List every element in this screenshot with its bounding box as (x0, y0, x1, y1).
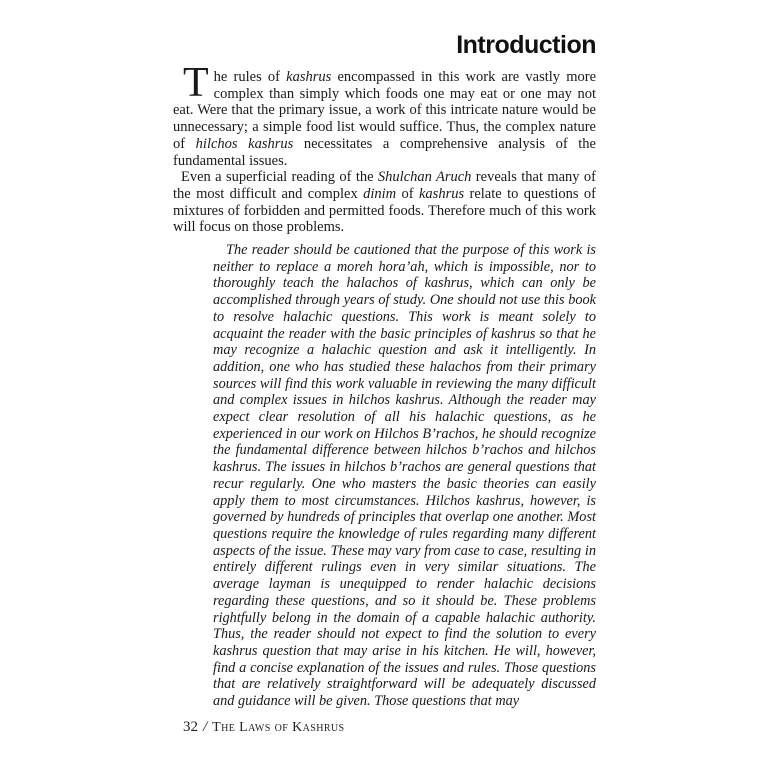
page-body (173, 60, 597, 710)
drop-cap-initial: T (183, 60, 209, 106)
block-quote: The reader should be cautioned that the purpose of this work is neither to replace a moreh hora’ah, which is impossible, nor to thoroughly teach the halachos of kashrus, which can only be accomplished through years of study. One should not use this book to resolve halachic questions. This work is meant solely to acquaint the reader with the basic principles of kashrus so that he may recognize a halachic question and ask it intelligently. In addition, one who has studied these halachos from their primary sources will find this work valuable in reviewing the many difficult and complex issues in hilchos kashrus. Although the reader may expect clear resolution of all his halachic questions, as he experienced in our work on Hilchos B’rachos, he should recognize the fundamental difference between hilchos b’rachos and hilchos kashrus. The issues in hilchos b’rachos are general questions that recur regularly. One who masters the basic theories can easily apply them to most circumstances. Hilchos kashrus, however, is governed by hundreds of principles that overlap one another. Most questions require the knowledge of rules regarding many different aspects of the issue. These may vary from case to case, resulting in entirely different rulings even in very similar situations. The average layman is unequipped to render halachic decisions regarding these questions, and so it should be. These problems rightfully belong in the domain of a capable halachic authority. Thus, the reader should not expect to find the solution to every kashrus question that may arise in his kitchen. He will, however, find a concise explanation of the issues and rules. Those questions that are relatively straightforward will be adequately discussed and guidance will be given. Those questions that may (213, 242, 596, 710)
page-footer (183, 719, 344, 736)
footer-separator: / (203, 719, 208, 735)
opening-paragraph-text: he rules of kashrus encompassed in this work are vastly more complex than simply which foods one may eat or one may not eat. Were that the primary issue, a work of this intricate nature would be unnecessary; a simple food list would suffice. Thus, the complex nature of hilchos kashrus necessitates a comprehensive analysis of the fundamental issues. (173, 69, 597, 169)
second-paragraph: Even a superficial reading of the Shulchan Aruch reveals that many of the most difficult and complex dinim of kashrus relate to questions of mixtures of forbidden and permitted foods. Therefore much of this work will focus on those problems. (173, 169, 597, 236)
chapter-heading: Introduction (456, 31, 596, 59)
book-title: The Laws of Kashrus (212, 720, 345, 735)
opening-paragraph (173, 60, 597, 169)
page-number: 32 (183, 719, 198, 735)
